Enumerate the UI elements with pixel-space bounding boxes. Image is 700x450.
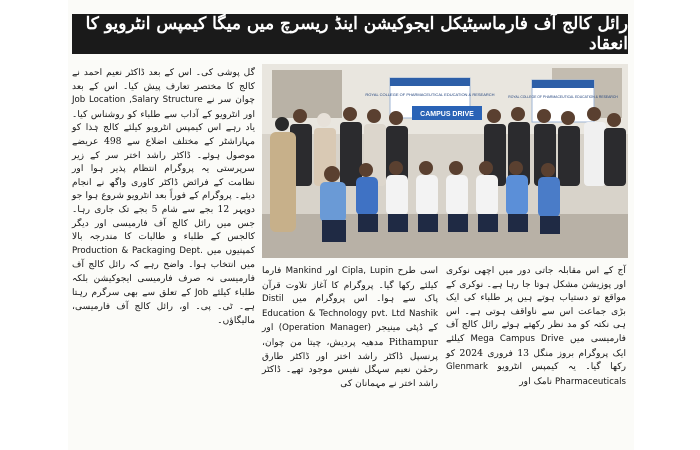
banner-center	[412, 106, 482, 120]
text-span-english: Glenmark Pharmaceuticals	[446, 362, 626, 387]
article-column-right	[446, 264, 626, 434]
text-span: اور انٹرویو کے آداب سے طلباء کو روشناس کیا۔ یاد رہے اس کیمپس انٹرویو کیلئے کالج ہٰذا کو مہاراشٹر کے مختلف اضلاع سے 498 عریضے موصول ہوئے۔ ڈاکٹر راشد اختر سر کے زیر سرپرستی یہ پروگرام انتظام پذیر ہوا اور نظامت کے فرائض ڈاکٹر کاوری واگھ نے انجام دیئے۔ پروگرام کے فوراً بعد انٹرویو شروع ہوا جو دوپہر 12 بجے سے شام 5 بجے تک جاری رہا۔ جس میں رائل کالج آف فارمیسی اور دیگر کالجس کے طلباء و طالبات کا مندرجہ بالا کمپنیوں میں	[72, 108, 256, 256]
text-span-english: Job	[194, 287, 209, 298]
text-span-english: Distil Education & Technology pvt. Ltd Nashik	[262, 294, 438, 319]
group-photo	[262, 64, 628, 258]
article-column-middle	[262, 264, 438, 434]
banner-left-text: ROYAL COLLEGE OF PHARMACEUTICAL EDUCATION & RESEARCH	[365, 92, 495, 97]
text-span: اسی طرح	[397, 265, 439, 276]
text-span: میں انتخاب ہوا۔ واضح رہے کہ رائل کالج آف فارمیسی نہ صرف فارمیسی ایجوکیشن بلکہ طلباء کیلئے	[72, 259, 256, 298]
text-span: نامک اور	[519, 375, 553, 387]
text-span: کے تعلق سے بھی سرگرم رہتا ہے۔ ٹی۔ پی۔ او، رائل کالج آف فارمیسی، مالیگاؤں۔	[72, 286, 255, 326]
text-span-english: Cipla, Lupin	[341, 266, 394, 276]
paragraph	[262, 264, 438, 390]
article-column-left	[72, 66, 255, 436]
paragraph	[446, 264, 626, 389]
text-span: اور	[326, 265, 338, 276]
text-span: کے ڈپٹی مینیجر	[376, 322, 439, 334]
headline: رائل کالج آف فارماسیٹیکل ایجوکیشن اینڈ ریسرچ میں میگا کیمپس انٹرویو کا انعقاد	[72, 14, 628, 54]
text-span-english: Production & Packaging Dept.	[72, 245, 203, 256]
group-photo-illustration	[262, 64, 628, 258]
text-span-english: Mankind	[285, 266, 322, 276]
banner-right-text: ROYAL COLLEGE OF PHARMACEUTICAL EDUCATION & RESEARCH	[508, 95, 618, 99]
text-span: اور Pithampur مدھیہ پردیش، چیتا من چوان، پرنسپل ڈاکٹر راشد اختر اور ڈاکٹر طارق رحمٰن نعیم سہگل نفیس موجود تھے۔ ڈاکٹر راشد اختر نے مہمانان کی	[262, 322, 438, 389]
text-span: کیلئے ایک پروگرام بروز منگل 13 فروری 2024 کو رکھا گیا۔ یہ کیمپس انٹرویو	[446, 332, 626, 373]
text-span-english: (Operation Manager)	[278, 323, 372, 334]
text-span: فارما کیلئے رکھا گیا۔ پروگرام کا آغاز تلاوت قرآن پاک سے ہوا۔ اس پروگرام میں	[262, 265, 439, 305]
text-span-english: Mega Campus Drive	[470, 333, 564, 344]
text-span-english: Job Location ,Salary Structure	[72, 95, 203, 106]
banner-center-text: CAMPUS DRIVE	[420, 111, 474, 118]
text-span: آج کے اس مقابلہ جاتی دور میں اچھی نوکری اور پوزیشن مشکل ہوتا جا رہا ہے۔ نوکری کے مواقع تو دستیاب ہوتے ہیں پر طلباء کی ایک بڑی جماعت اس سے ناواقف ہوتی ہے۔ اس ہی نکتہ کو مد نظر رکھتے ہوئے رائل کالج آف فارمیسی میں	[446, 265, 627, 344]
paragraph	[72, 66, 255, 327]
text-span: گل پوشی کی۔ اس کے بعد ڈاکٹر نعیم احمد نے کالج کا مختصر تعارف پیش کیا۔ اس کے بعد چوان سر نے	[72, 67, 255, 106]
